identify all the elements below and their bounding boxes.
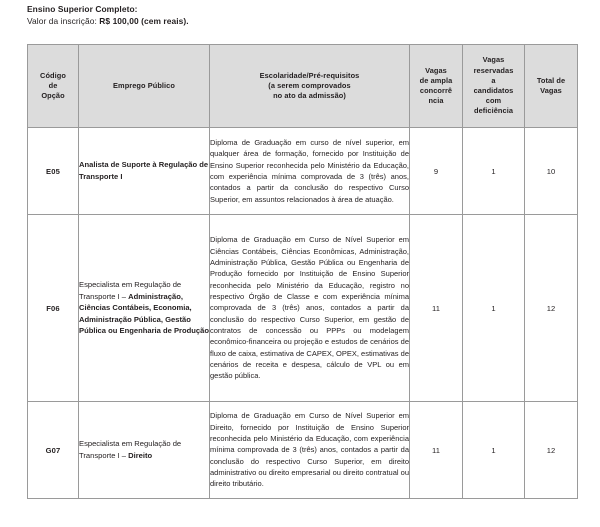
job-title-specialization: Direito — [128, 451, 153, 460]
education-level-heading: Ensino Superior Completo: — [27, 4, 138, 14]
column-header-disability-vacancies-line4: candidatos — [473, 86, 514, 95]
cell-job-title — [79, 215, 210, 402]
cell-general-vacancies: 11 — [410, 402, 463, 499]
column-header-general-vacancies-line2: de ampla — [419, 75, 453, 85]
job-title-specialization: Analista de Suporte à Regulação de Transporte I — [79, 160, 209, 181]
table-body — [28, 128, 578, 499]
column-header-total-vacancies — [525, 45, 578, 128]
cell-disability-vacancies: 1 — [463, 215, 525, 402]
column-header-requirements-line2: (a serem comprovados — [268, 80, 351, 90]
cell-job-title — [79, 402, 210, 499]
table-header — [28, 45, 578, 128]
cell-option-code: G07 — [28, 402, 79, 499]
cell-total-vacancies: 12 — [525, 215, 578, 402]
cell-job-title — [79, 128, 210, 215]
column-header-disability-vacancies-line1: Vagas — [482, 55, 505, 65]
job-title-prefix: Especialista em Regulação de Transporte I – — [79, 439, 182, 460]
job-title-specialization: Administração, Ciências Contábeis, Economia, Administração Pública, Gestão Pública ou Engenharia de Produção — [79, 291, 209, 336]
column-header-disability-vacancies-line2: reservadas — [473, 65, 514, 75]
column-header-job-line1: Emprego Público — [113, 80, 175, 90]
table-row — [28, 215, 578, 402]
column-header-requirements — [210, 45, 410, 128]
table-header-row — [28, 45, 578, 128]
vacancies-table — [27, 44, 578, 499]
cell-requirements: Diploma de Graduação em curso de nível superior, em qualquer área de formação, fornecido por Instituição de Ensino Superior reconhecida pelo Ministério da Educação, com experiência mínima comprovada de 3 (três) anos, contados a partir da conclusão do respectivo Curso Superior, em assuntos relacionados à área de atuação. — [210, 128, 410, 215]
cell-option-code: E05 — [28, 128, 79, 215]
table-row — [28, 402, 578, 499]
column-header-general-vacancies — [410, 45, 463, 128]
job-title-prefix: Especialista em Regulação de Transporte I – — [79, 280, 182, 301]
column-header-total-vacancies-line2: Vagas — [540, 86, 562, 95]
column-header-code-line2: de — [48, 80, 58, 90]
column-header-disability-vacancies-line3: a — [491, 75, 496, 85]
column-header-total-vacancies-line1: Total de — [536, 75, 566, 85]
column-header-general-vacancies-line3: concorrê — [419, 86, 453, 95]
cell-disability-vacancies: 1 — [463, 128, 525, 215]
column-header-code-line3: Opção — [41, 91, 65, 101]
intro-block — [27, 3, 497, 28]
table-row — [28, 128, 578, 215]
cell-total-vacancies: 10 — [525, 128, 578, 215]
column-header-code-line1: Código — [40, 70, 66, 80]
column-header-general-vacancies-line4: ncia — [428, 96, 444, 106]
column-header-disability-vacancies-line6: deficiência — [473, 106, 514, 116]
column-header-job — [79, 45, 210, 128]
column-header-disability-vacancies-line5: com — [485, 96, 502, 106]
cell-option-code: F06 — [28, 215, 79, 402]
cell-total-vacancies: 12 — [525, 402, 578, 499]
registration-fee-label: Valor da inscrição: — [27, 16, 100, 27]
cell-requirements: Diploma de Graduação em Curso de Nível Superior em Ciências Contábeis, Ciências Econômicas, Administração, Administração Pública, Gestão Pública ou Engenharia de Produção fornecido por Instituição de Ensino Superior reconhecida pelo Ministério da Educação, registro no respectivo Órgão de Classe e com experiência mínima comprovada de 3 (três) anos, contados a partir da conclusão do respectivo Curso Superior, em gestão de contratos de concessão ou PPPs ou modelagem econômico-financeira ou projeção e estudos de cenários de fluxo de caixa, estimativa de CAPEX, OPEX, estimativas de cenários de receita e despesa, cálculo de VPL ou em gestão pública. — [210, 215, 410, 402]
column-header-requirements-line3: no ato da admissão) — [273, 91, 346, 101]
column-header-requirements-line1: Escolaridade/Pré-requisitos — [259, 70, 360, 80]
column-header-code — [28, 45, 79, 128]
column-header-general-vacancies-line1: Vagas — [425, 65, 447, 75]
registration-fee-line — [27, 15, 497, 27]
cell-disability-vacancies: 1 — [463, 402, 525, 499]
cell-requirements: Diploma de Graduação em Curso de Nível Superior em Direito, fornecido por Instituição de Ensino Superior reconhecida pelo Ministério da Educação, com experiência mínima comprovada de 3 (três) anos, contados a partir da conclusão do respectivo Curso Superior, em direito administrativo ou direito empresarial ou direito contratual ou direito tributário. — [210, 402, 410, 499]
column-header-disability-vacancies — [463, 45, 525, 128]
cell-general-vacancies: 9 — [410, 128, 463, 215]
cell-general-vacancies: 11 — [410, 215, 463, 402]
registration-fee-value: R$ 100,00 (cem reais). — [99, 16, 189, 27]
